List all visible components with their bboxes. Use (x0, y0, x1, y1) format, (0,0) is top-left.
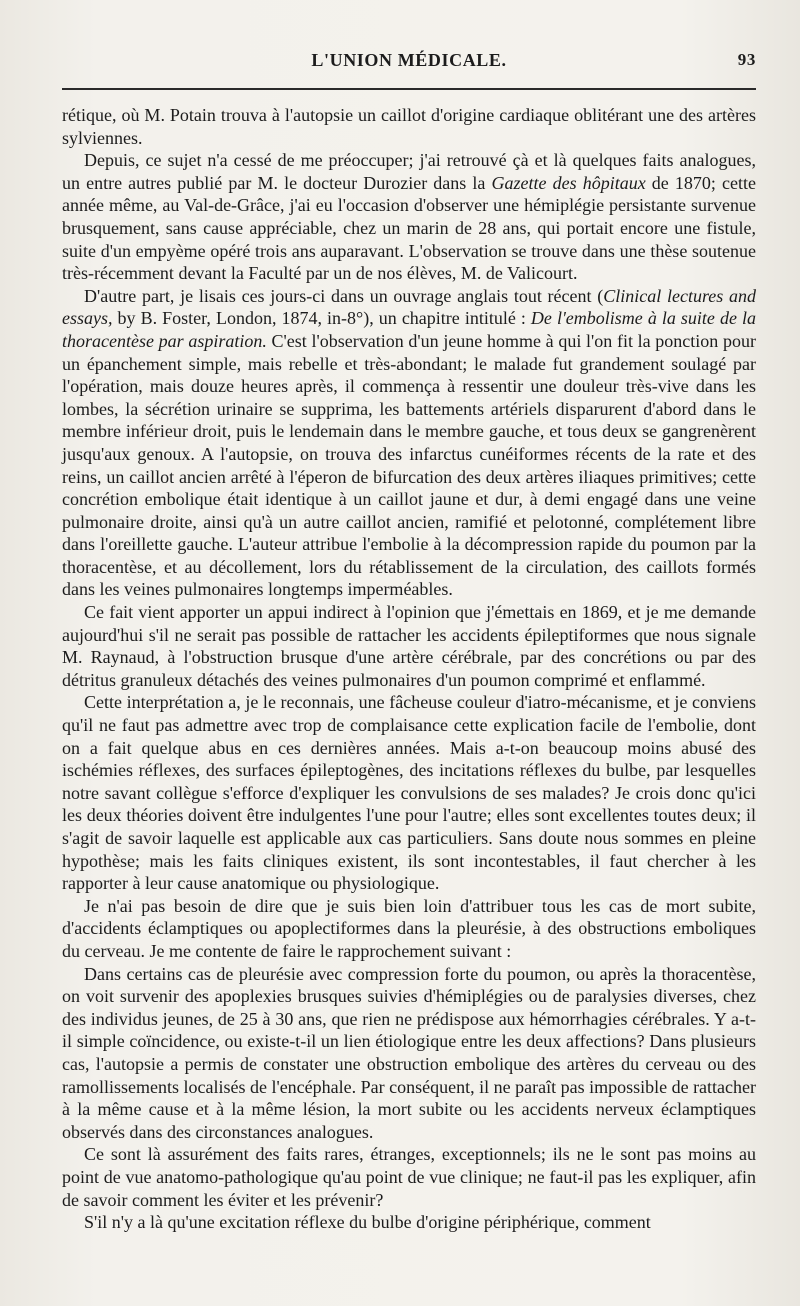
paragraph (62, 104, 756, 149)
text-run: Cette interprétation a, je le reconnais, une fâcheuse couleur d'iatro-mécanisme, et je conviens qu'il ne faut pas admettre avec trop de complaisance cette explication facile de l'embolie, dont on a fait quelque abus en ces dernières années. Mais a-t-on beaucoup moins abusé des ischémies réflexes, des surfaces épileptogènes, des incitations réflexes du bulbe, par lesquelles notre savant collègue s'efforce d'expliquer les convulsions de ses malades? Je crois donc qu'ici les deux théories doivent être indulgentes l'une pour l'autre; elles sont excellentes toutes deux; il s'agit de savoir laquelle est applicable aux cas particuliers. Sans doute nous sommes en pleine hypothèse; mais les faits cliniques existent, ils sont incontestables, il faut chercher à les rapporter à leur cause anatomique ou physiologique. (62, 692, 756, 894)
journal-title: L'UNION MÉDICALE. (311, 50, 507, 70)
italic-citation: Gazette des hôpitaux (491, 172, 646, 193)
italic-citation: Clinical lectures and essays, (62, 285, 757, 329)
paragraph (62, 1143, 756, 1211)
paragraph (62, 691, 756, 894)
text-run: de 1870; cette année même, au Val-de-Grâce, j'ai eu l'occasion d'observer une hémiplégie persistante survenue brusquement, sans cause appréciable, chez un marin de 28 ans, qui portait encore une fistule, suite d'un empyème opéré trois ans auparavant. L'observation se trouve dans une thèse soutenue très-récemment devant la Faculté par un de nos élèves, M. de Valicourt. (62, 172, 756, 284)
text-run: Je n'ai pas besoin de dire que je suis bien loin d'attribuer tous les cas de mort subite, d'accidents éclamptiques ou apoplectiformes dans la pleurésie, à des obstructions emboliques du cerveau. Je me contente de faire le rapprochement suivant : (62, 895, 756, 961)
text-run: S'il n'y a là qu'une excitation réflexe du bulbe d'origine périphérique, comment (84, 1212, 651, 1233)
text-run: by B. Foster, London, 1874, in-8°), un chapitre intitulé : (112, 308, 531, 329)
header-rule (62, 88, 756, 90)
article-body (62, 104, 756, 1234)
text-run: rétique, où M. Potain trouva à l'autopsie un caillot d'origine cardiaque oblitérant une des artères sylviennes. (62, 105, 756, 148)
paragraph (62, 895, 756, 963)
text-run: Depuis, ce sujet n'a cessé de me préoccuper; j'ai retrouvé çà et là quelques faits analogues, un entre autres publié par M. le docteur Durozier dans la (62, 150, 756, 193)
paragraph (62, 601, 756, 691)
paragraph (62, 149, 756, 285)
text-run: Ce sont là assurément des faits rares, étranges, exceptionnels; ils ne le sont pas moins au point de vue anatomo-pathologique qu'au point de vue clinique; ne faut-il pas les expliquer, afin de savoir comment les éviter et les prévenir? (62, 1144, 756, 1210)
page-number: 93 (737, 50, 756, 69)
text-run: C'est l'observation d'un jeune homme à qui l'on fit la ponction pour un épanchement simple, mais rebelle et très-abondant; le malade fut grandement soulagé par l'opération, mais douze heures après, il commença à ressentir une douleur très-vive dans les lombes, la sécrétion urinaire se supprima, les battements artériels disparurent d'abord dans le membre inférieur droit, puis le lendemain dans le membre gauche, et tous deux se gangrenèrent jusqu'aux genoux. A l'autopsie, on trouva des infarctus cunéiformes récents de la rate et des reins, un caillot ancien arrêté à l'éperon de bifurcation des deux artères iliaques primitives; cette concrétion embolique était identique à un caillot jaune et dur, à demi engagé dans une veine pulmonaire droite, ainsi qu'à un autre caillot ancien, ramifié et pelotonné, complétement libre dans l'oreillette gauche. L'auteur attribue l'embolie à la décompression rapide du poumon par la thoracentèse, et au décollement, lors du rétablissement de la circulation, des caillots formés dans les veines pulmonaires longtemps imperméables. (62, 330, 756, 600)
text-run: D'autre part, je lisais ces jours-ci dans un ouvrage anglais tout récent ( (84, 285, 604, 306)
running-header (62, 50, 756, 80)
italic-citation: De l'embolisme à la suite de la thoracentèse par aspiration. (62, 308, 756, 351)
paragraph (62, 1211, 756, 1234)
paragraph (62, 285, 756, 601)
text-run: Dans certains cas de pleurésie avec compression forte du poumon, ou après la thoracentèse, on voit survenir des apoplexies brusques suivies d'hémiplégies ou de paralysies diverses, chez des individus jeunes, de 25 à 30 ans, que rien ne prédispose aux hémorrhagies cérébrales. Y a-t-il simple coïncidence, ou existe-t-il un lien étiologique entre les deux affections? Dans plusieurs cas, l'autopsie a permis de constater une obstruction embolique des artères du cerveau ou des ramollissements localisés de l'encéphale. Par conséquent, il ne paraît pas impossible de rattacher à la même cause et à la même lésion, la mort subite ou les accidents nerveux éclamptiques observés dans des circonstances analogues. (62, 963, 757, 1142)
paragraph (62, 963, 756, 1144)
text-run: Ce fait vient apporter un appui indirect à l'opinion que j'émettais en 1869, et je me demande aujourd'hui s'il ne serait pas possible de rattacher les accidents épileptiformes que nous signale M. Raynaud, à l'obstruction brusque d'une artère cérébrale, par des concrétions ou par des détritus granuleux détachés des veines pulmonaires d'un poumon comprimé et enflammé. (62, 602, 756, 690)
